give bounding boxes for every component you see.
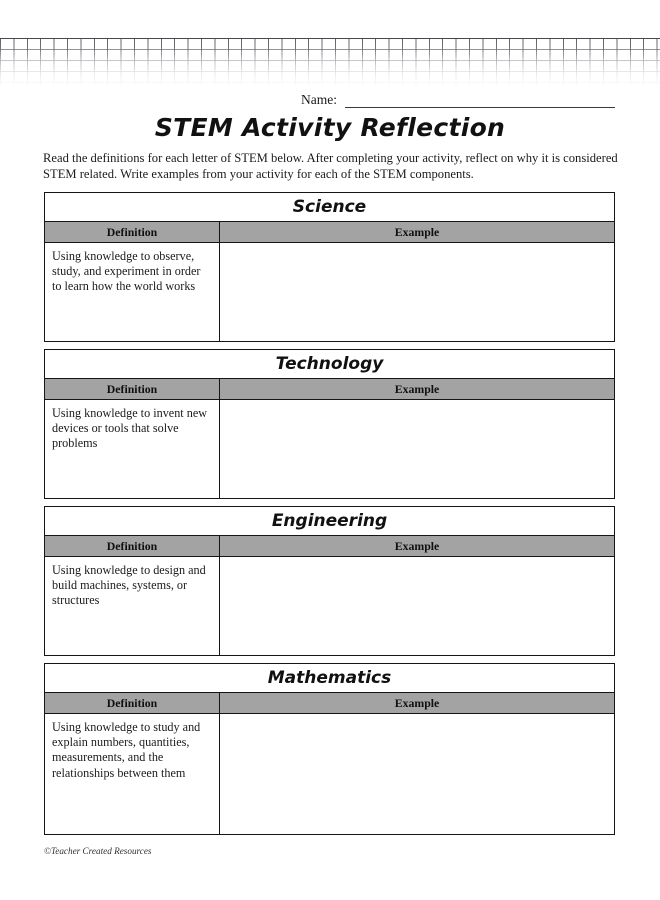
column-header-example: Example [394, 225, 440, 239]
column-header-example: Example [394, 539, 440, 553]
page-title: STEM Activity Reflection [154, 113, 506, 142]
graph-paper-grid-decoration [0, 38, 660, 88]
section-engineering [44, 506, 615, 656]
column-header-definition: Definition [45, 693, 220, 713]
name-field-row [0, 88, 660, 108]
section-title-engineering: Engineering [45, 507, 614, 536]
column-header-row-engineering [45, 536, 614, 557]
column-header-row-technology [45, 379, 614, 400]
section-technology [44, 349, 615, 499]
definition-text-engineering: Using knowledge to design and build machines, systems, or structures [45, 557, 220, 655]
column-header-example: Example [394, 382, 440, 396]
section-title-science: Science [45, 193, 614, 222]
example-answer-area-science[interactable] [220, 243, 614, 341]
example-answer-area-engineering[interactable] [220, 557, 614, 655]
stem-sections-container [44, 192, 615, 835]
content-row-mathematics [45, 714, 614, 834]
definition-text-science: Using knowledge to observe, study, and experiment in order to learn how the world works [45, 243, 220, 341]
section-title-technology: Technology [45, 350, 614, 379]
content-row-technology [45, 400, 614, 498]
example-answer-area-technology[interactable] [220, 400, 614, 498]
column-header-definition: Definition [45, 379, 220, 399]
column-header-example: Example [394, 696, 440, 710]
copyright-footer: ©Teacher Created Resources [44, 846, 152, 856]
column-header-row-science [45, 222, 614, 243]
content-row-engineering [45, 557, 614, 655]
section-mathematics [44, 663, 615, 835]
definition-text-mathematics: Using knowledge to study and explain numbers, quantities, measurements, and the relationships between them [45, 714, 220, 834]
section-title-mathematics: Mathematics [45, 664, 614, 693]
name-input-blank[interactable] [345, 92, 615, 108]
content-row-science [45, 243, 614, 341]
instructions-text: Read the definitions for each letter of STEM below. After completing your activity, reflect on why it is considered STEM related. Write examples from your activity for each of the STEM components. [43, 151, 618, 182]
name-label: Name: [301, 92, 337, 107]
section-science [44, 192, 615, 342]
column-header-row-mathematics [45, 693, 614, 714]
example-answer-area-mathematics[interactable] [220, 714, 614, 834]
definition-text-technology: Using knowledge to invent new devices or tools that solve problems [45, 400, 220, 498]
column-header-definition: Definition [45, 222, 220, 242]
column-header-definition: Definition [45, 536, 220, 556]
